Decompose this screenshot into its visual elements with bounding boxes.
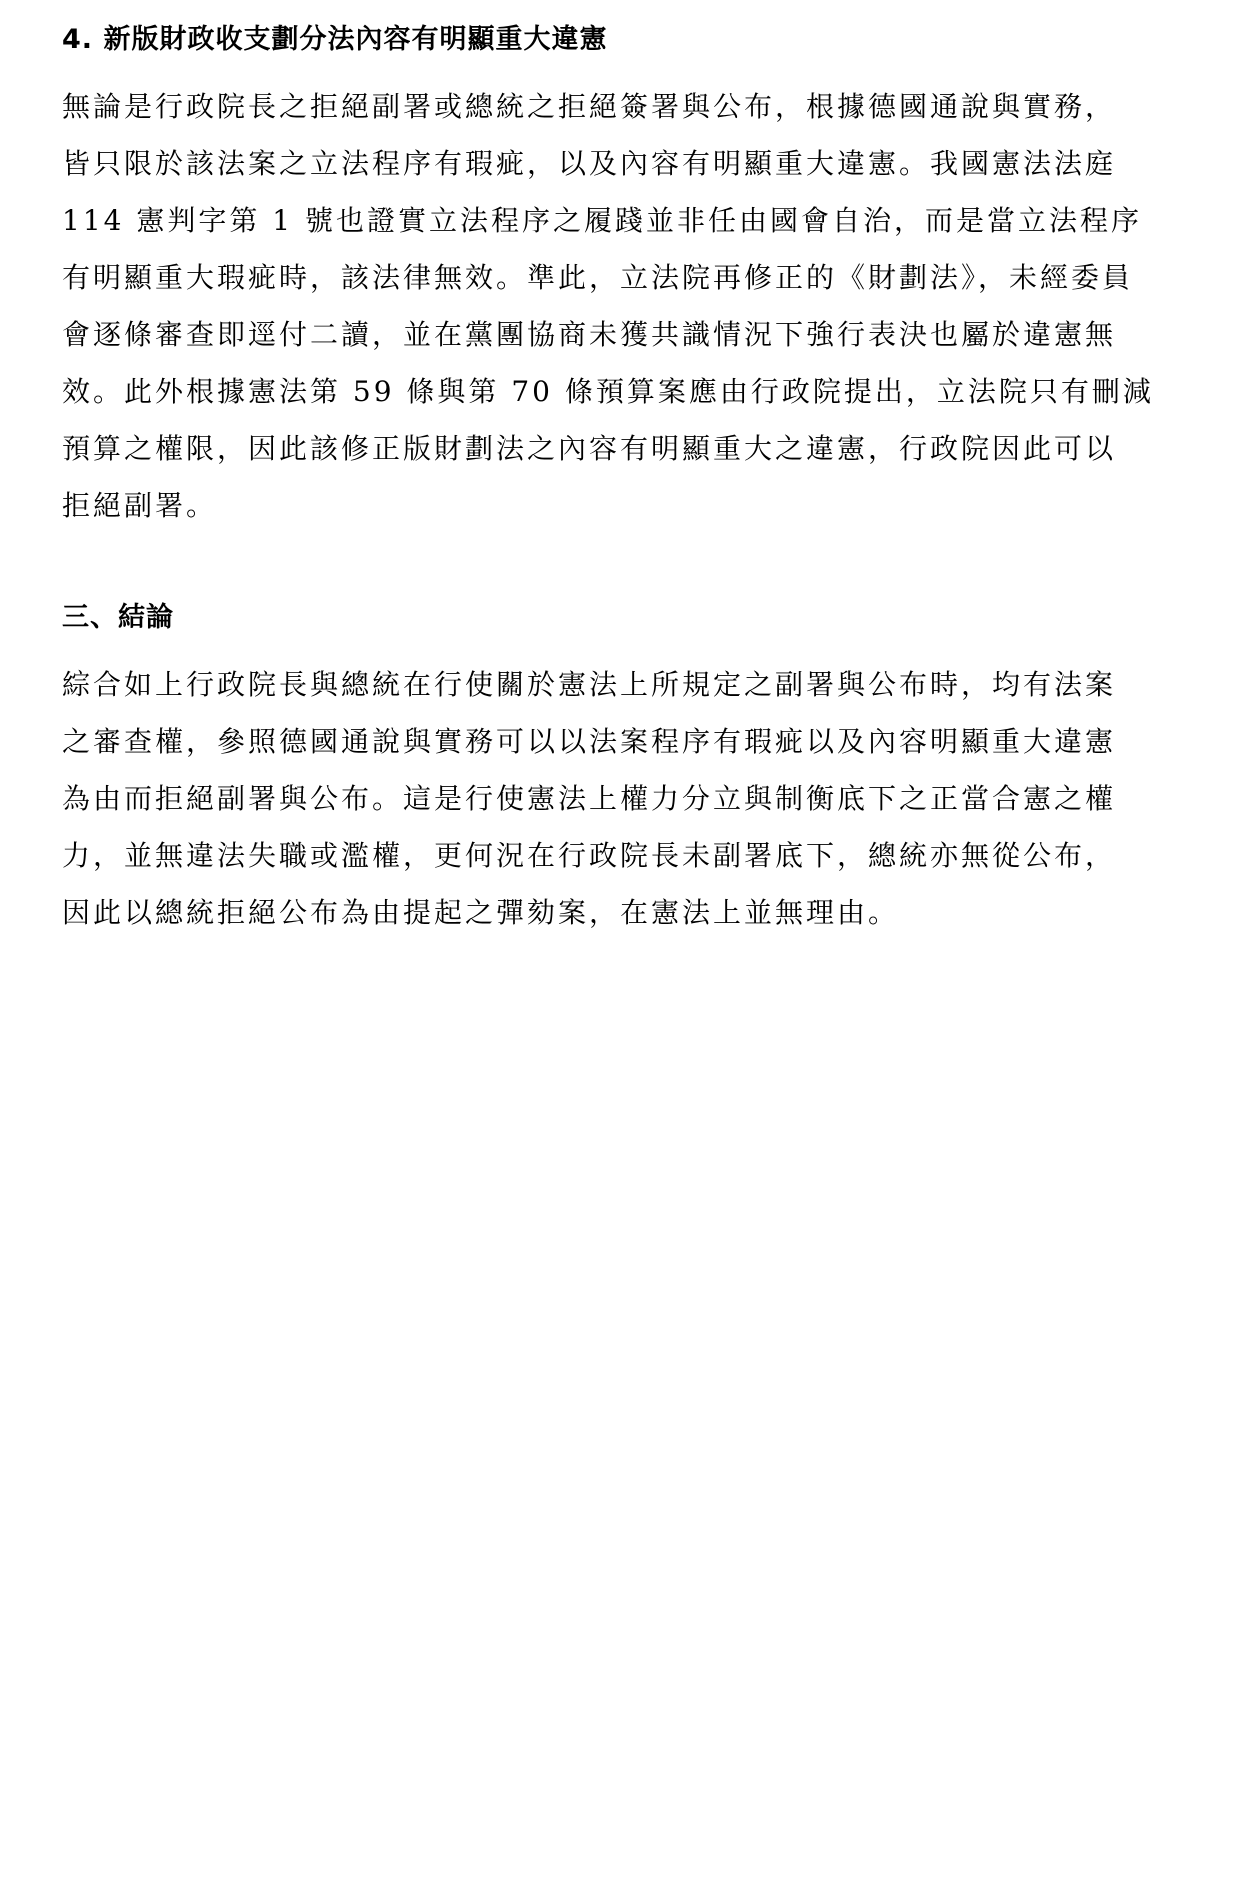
paragraph-line: 無論是行政院長之拒絕副署或總統之拒絕簽署與公布，根據德國通說與實務， — [62, 90, 1117, 123]
paragraph-line: 114 憲判字第 1 號也證實立法程序之履踐並非任由國會自治，而是當立法程序 — [62, 204, 1142, 237]
section-heading: 4. 新版財政收支劃分法內容有明顯重大違憲 — [62, 24, 608, 55]
paragraph-line: 會逐條審查即逕付二讀，並在黨團協商未獲共識情況下強行表決也屬於違憲無 — [62, 318, 1117, 351]
section-conclusion — [62, 600, 1202, 941]
paragraph-line: 皆只限於該法案之立法程序有瑕疵，以及內容有明顯重大違憲。我國憲法法庭 — [62, 147, 1117, 180]
paragraph-line: 有明顯重大瑕疵時，該法律無效。準此，立法院再修正的《財劃法》，未經委員 — [62, 261, 1134, 294]
section-body — [62, 656, 1202, 941]
paragraph-line: 拒絕副署。 — [62, 489, 218, 522]
paragraph-line: 預算之權限，因此該修正版財劃法之內容有明顯重大之違憲，行政院因此可以 — [62, 432, 1117, 465]
paragraph-line: 效。此外根據憲法第 59 條與第 70 條預算案應由行政院提出，立法院只有刪減 — [62, 375, 1154, 408]
paragraph-line: 力，並無違法失職或濫權，更何況在行政院長未副署底下，總統亦無從公布， — [62, 839, 1117, 872]
paragraph-line: 因此以總統拒絕公布為由提起之彈劾案，在憲法上並無理由。 — [62, 896, 900, 929]
paragraph-line: 為由而拒絕副署與公布。這是行使憲法上權力分立與制衡底下之正當合憲之權 — [62, 782, 1117, 815]
section-body — [62, 78, 1202, 534]
paragraph-line: 之審查權，參照德國通說與實務可以以法案程序有瑕疵以及內容明顯重大違憲 — [62, 725, 1117, 758]
paragraph-line: 綜合如上行政院長與總統在行使關於憲法上所規定之副署與公布時，均有法案 — [62, 668, 1117, 701]
section-heading: 三、結論 — [62, 602, 174, 633]
section-fiscal-act-unconstitutional — [62, 22, 1202, 534]
